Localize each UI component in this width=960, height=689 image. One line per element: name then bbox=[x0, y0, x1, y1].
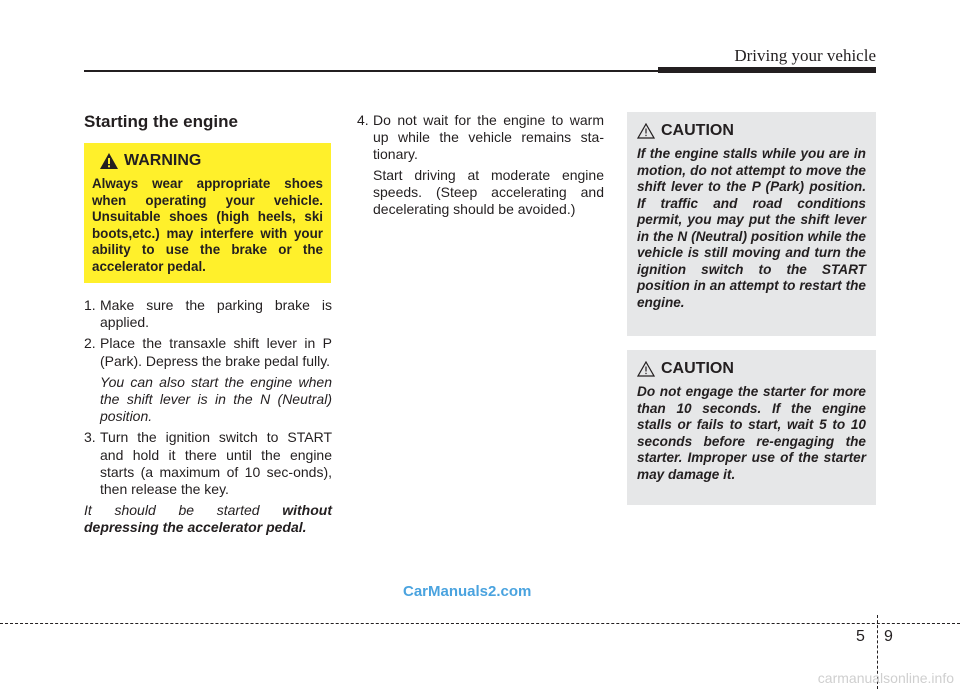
warning-triangle-icon bbox=[100, 153, 118, 169]
start-note-emphasis: without depressing the accelerator pedal. bbox=[84, 502, 332, 536]
caution-heading bbox=[637, 360, 866, 378]
caution-text: If the engine stalls while you are in motion, do not attempt to move the shift lever to the P (Park) position. If traffic and road conditions permit, you may put the shift lever in the N (Neutral) position while the vehicle is still moving and turn the ignition switch to the START position in an attempt to restart the engine. bbox=[637, 146, 866, 310]
step-number: 1. bbox=[84, 297, 96, 313]
header-rule-accent bbox=[658, 67, 876, 73]
step-text: Make sure the parking brake is applied. bbox=[100, 297, 332, 331]
caution-label: CAUTION bbox=[661, 122, 734, 139]
chapter-number: 5 bbox=[856, 628, 865, 645]
footer-rule bbox=[0, 623, 960, 624]
steps-list bbox=[84, 297, 332, 537]
start-note-lead: It should be started bbox=[84, 502, 283, 519]
steps-list-continued bbox=[357, 112, 604, 218]
step-4 bbox=[357, 112, 604, 164]
warning-label: WARNING bbox=[124, 152, 202, 169]
step-number: 2. bbox=[84, 335, 96, 352]
site-watermark: carmanualsonline.info bbox=[817, 670, 954, 686]
section-title: Starting the engine bbox=[84, 112, 238, 131]
caution-triangle-icon bbox=[637, 361, 655, 377]
step-text: Do not wait for the engine to warm up while the vehicle remains sta-tionary. bbox=[373, 112, 604, 163]
step-1 bbox=[84, 297, 332, 331]
caution-box-starter bbox=[627, 350, 876, 505]
caution-box-stall bbox=[627, 112, 876, 336]
step-3 bbox=[84, 429, 332, 498]
caution-heading bbox=[637, 122, 866, 140]
step-2-note: You can also start the engine when the shift lever is in the N (Neutral) position. bbox=[100, 373, 332, 425]
start-note bbox=[84, 502, 332, 536]
chapter-header-title: Driving your vehicle bbox=[734, 46, 876, 65]
step-text: Turn the ignition switch to START and hold it there until the engine starts (a maximum of 10 sec-onds), then release the key. bbox=[100, 429, 332, 498]
page-number: 9 bbox=[884, 628, 893, 645]
warning-heading bbox=[100, 152, 323, 170]
watermark-link[interactable]: CarManuals2.com bbox=[403, 583, 532, 600]
caution-triangle-icon bbox=[637, 123, 655, 139]
caution-label: CAUTION bbox=[661, 360, 734, 377]
step-text: Place the transaxle shift lever in P (Park). Depress the brake pedal fully. bbox=[100, 335, 332, 369]
caution-text: Do not engage the starter for more than 10 seconds. If the engine stalls or fails to start, wait 5 to 10 seconds before re-engaging the starter. Improper use of the starter may damage it. bbox=[637, 384, 866, 482]
warning-text: Always wear appropriate shoes when operating your vehicle. Unsuitable shoes (high heels, ski boots,etc.) may interfere with your ability to use the brake or the accelerator pedal. bbox=[92, 176, 323, 274]
step-number: 4. bbox=[357, 112, 369, 128]
step-2 bbox=[84, 335, 332, 369]
step-4-extra: Start driving at moderate engine speeds. (Steep accelerating and decelerating should be avoided.) bbox=[373, 166, 604, 218]
warning-box bbox=[84, 143, 331, 283]
step-number: 3. bbox=[84, 429, 96, 446]
